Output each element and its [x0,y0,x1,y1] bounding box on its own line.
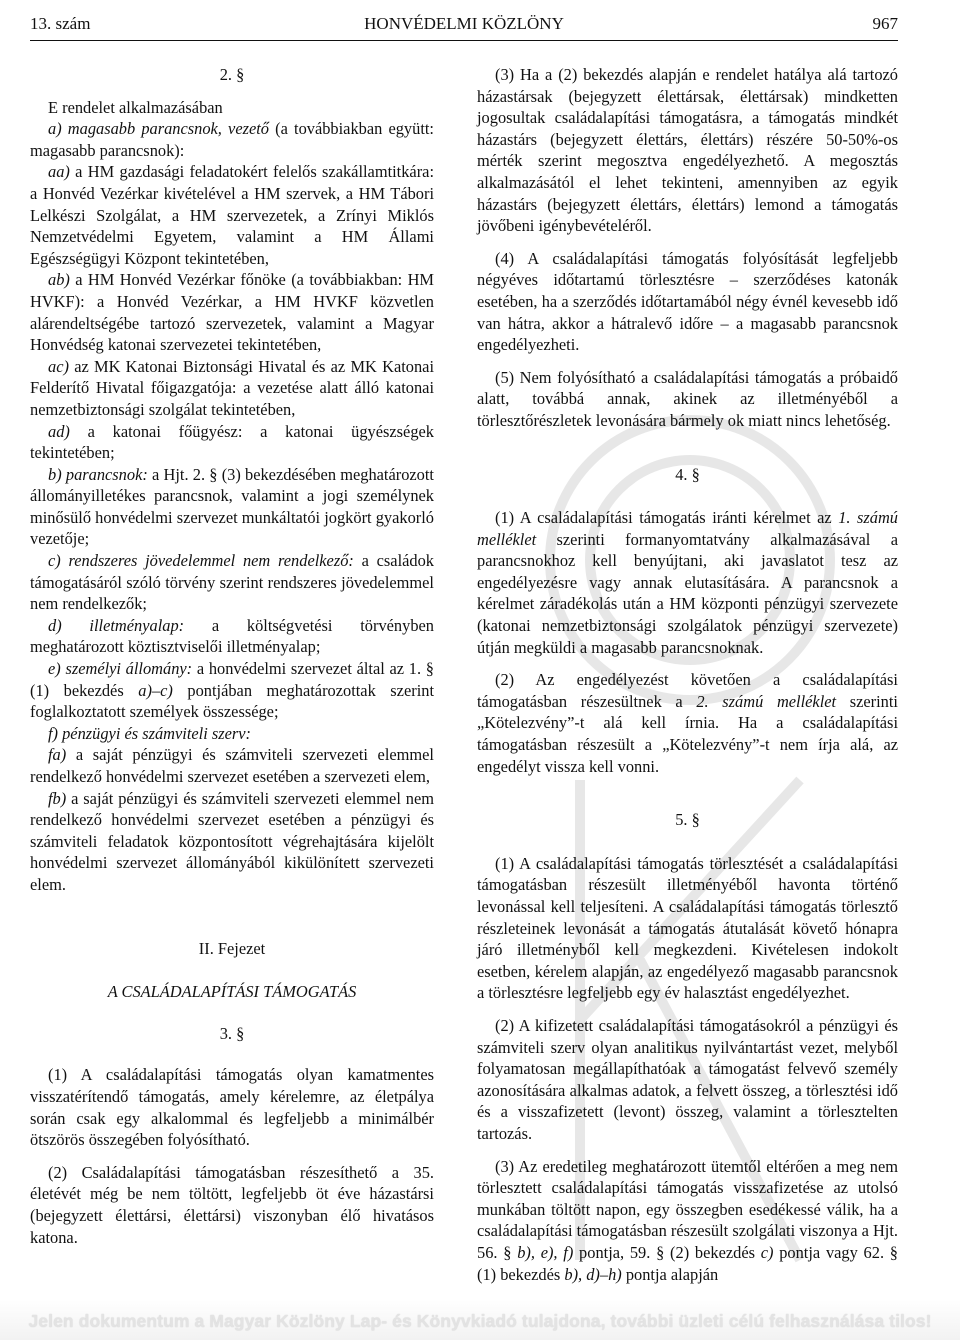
annex-reference: 2. számú melléklet [696,691,837,711]
definition-f [30,723,434,745]
section-5-heading: 5. § [675,810,700,830]
definition-text: a honvédelmi szervezet által az 1. § (1) bekezdés [30,659,434,700]
journal-title: HONVÉDELMI KÖZLÖNY [364,14,564,33]
annex-reference: 1. számú melléklet [477,508,898,549]
paragraph: (2) Családalapítási támogatásban részesíthető a 35. életévét még be nem töltött, legfeljebb öt éve házastársi (bejegyzett élettársi, élettársi) viszonyban élő hivatásos katona. [30,1162,434,1247]
paragraph [477,669,898,777]
paragraph: (3) Ha a (2) bekezdés alapján e rendelet hatálya alá tartozó házastársak (bejegyzett élettársak, élettársak) mindketten jogosultak családalapítási támogatásra, a támogatás mindkét házastárs (bejegyzett élettárs, élettárs) részére 50-50%-os mérték szerint megosztva engedélyezhető. A megosztás alkalmazásától el lehet tekinteni, amennyiben az egyik házastárs (bejegyzett élettárs, élettárs) lemond a támogatás jövőbeni igénybevételéről. [477,65,898,236]
paragraph-text: pontja, 59. § (2) bekezdés [573,1242,761,1262]
term: ac) [48,356,69,376]
term: f) pénzügyi és számviteli szerv: [48,723,252,743]
term: fb) [48,788,67,808]
paragraph-text: szerinti formanyomtatvány alkalmazásával a parancsnokhoz kell benyújtani, aki javaslatot tesz az engedélyezésre vagy annak elutasítására. A parancsnok a kérelmet záradékolás után a HM központi pénzügyi szervezete (katonai nemzetbiztonsági szolgálatok pénzügyi szervezete) útján megküldi a magasabb parancsnoknak. [477,529,898,657]
paragraph: E rendelet alkalmazásában [48,97,223,117]
reference: b), d)–h) [564,1264,622,1284]
page-header [30,14,898,40]
reference: c) [760,1242,774,1262]
paragraph: (4) A családalapítási támogatás folyósítását legfeljebb négyéves időtartamú törlesztésre – szerződéses katonák esetében, ha a szerződés időtartamából négy évnél kevesebb idő van hátra, akkor a hátralevő időre – a magasabb parancsnok engedélyezheti. [477,248,898,355]
term: ab) [48,270,70,290]
chapter-heading: II. Fejezet [198,938,266,958]
section-3-heading: 3. § [219,1023,245,1043]
copyright-notice: Jelen dokumentum a Magyar Közlöny Lap- és Könyvkiadó tulajdona, további üzleti célú felhasználása tilos! [28,1311,932,1331]
definition-text: a saját pénzügyi és számviteli szervezeti elemmel nem rendelkező honvédelmi szervezet esetében a pénzügyi és számviteli feladatok központosított végrehajtására kijelölt honvédelmi szervezet állományából kikülönített szervezeti elem. [30,788,434,894]
page-number: 967 [872,14,898,33]
definition-e [30,658,434,723]
chapter-title: A CSALÁDALAPÍTÁSI TÁMOGATÁS [107,982,357,1002]
definition-text: pontjában meghatározottak szerint foglalkoztatott személyek összessége; [30,680,434,722]
section-2-heading: 2. § [219,65,245,84]
definition-text: (a továbbiakban együtt: magasabb parancsnok): [30,119,434,160]
paragraph-text: pontja vagy 62. § (1) bekezdés [477,1242,898,1284]
definition-d [30,615,434,658]
reference: a)–c) [138,680,173,700]
paragraph: (1) A családalapítási támogatás törlesztését a családalapítási támogatásban részesült illetményéből havonta történő levonással kell teljesíteni. A családalapítási támogatás törlesztő részleteinek levonását a támogatás átutalását követő hónapra járó illetményből kell megkezdeni. Kivételesen indokolt esetben, kérelem alapján, az engedélyező magasabb parancsnok a törlesztésre legfeljebb egy év halasztást engedélyezhet. [477,853,898,1003]
paragraph-text: (1) A családalapítási támogatás iránti kérelmet az [495,508,839,528]
definition-a [30,118,434,161]
paragraph [477,507,898,658]
definition-text: a költségvetési törvényben meghatározott köztisztviselői illetményalap; [30,615,434,657]
term: d) illetményalap: [48,615,185,635]
definition-text: a családok támogatásáról szóló törvény szerint rendszeres jövedelemmel nem rendelkezők; [30,551,434,614]
term: fa) [48,745,67,765]
definition-c [30,550,434,615]
definition-fa [30,744,434,787]
definition-b [30,464,434,550]
paragraph-text: (2) Az engedélyezést követően a családalapítási támogatásban részesültnek a [477,670,898,711]
term: a) magasabb parancsnok, vezető [48,119,269,139]
issue-number: 13. szám [30,14,91,33]
paragraph: (1) A családalapítási támogatás olyan kamatmentes visszatérítendő támogatás, amely kérelemre, az életpálya során csak egy alkalommal és legfeljebb a minimálbér ötszörös összegében folyósítható. [30,1065,434,1150]
definition-text: a Hjt. 2. § (3) bekezdésében meghatározott állományilletékes parancsnok, valamint a jogi személynek minősülő honvédelmi szervezet munkáltatói jogkört gyakorló vezetője; [30,464,434,549]
paragraph-text: pontja alapján [621,1264,719,1284]
definition-text: a katonai főügyész: a katonai ügyészségek tekintetében; [30,421,434,463]
definition-text: az MK Katonai Biztonsági Hivatal és az MK Katonai Felderítő Hivatal főigazgatója: a vezetése alatt álló katonai nemzetbiztonsági szolgálat tekintetében, [30,356,434,419]
definition-ad [30,421,434,464]
definition-text: a HM gazdasági feladatokért felelős szakállamtitkára: a Honvéd Vezérkar kivételével a HM szervek, a HM Tábori Lelkészi Szolgálat, a HM szervezetek, a Zrínyi Miklós Nemzetvédelmi Egyetem, valamint a HM Állami Egészségügyi Központ tekintetében, [30,162,434,268]
paragraph [477,1156,898,1286]
definition-fb [30,788,434,896]
term: b) parancsnok: [48,464,148,484]
paragraph-text: szerinti „Kötelezvény”-t alá kell írnia. Ha a családalapítási támogatásban részesült a „Kötelezvény”-t nem írja alá, az engedélyt vissza kell vonni. [477,691,898,776]
definition-ab [30,269,434,355]
paragraph-text: (3) Az eredetileg meghatározott ütemtől eltérően a meg nem törlesztett családalapítási támogatás visszafizetése az utolsó munkában töltött napon, egy összegben esedékessé válik, ha a családalapítási támogatásban részesült szolgálati viszonya a Hjt. 56. § [477,1156,899,1262]
reference: b), e), f) [517,1242,574,1262]
term: aa) [48,162,70,182]
term: c) rendszeres jövedelemmel nem rendelkező: [48,551,354,571]
definition-aa [30,161,434,269]
paragraph: (2) A kifizetett családalapítási támogatásokról a pénzügyi és számviteli szerv olyan analitikus nyilvántartást vezet, melyből folyamatosan megállapíthatóak a támogatást felvevő személy azonosítására alkalmas adatok, a felvett összeg, a törlesztési idő és a visszafizetett (levont) összeg, valamint a törlesztelten tartozás. [477,1015,898,1143]
right-column [477,64,898,1285]
section-4-heading: 4. § [675,464,700,484]
term: ad) [48,421,70,441]
definition-text: a HM Honvéd Vezérkar főnöke (a továbbiakban: HM HVKF): a Honvéd Vezérkar, a HM HVKF közvetlen alárendeltségébe tartozó szervezetek, valamint a Magyar Honvédség katonai szervezetei tekintetében, [30,270,434,355]
header-rule [30,40,898,41]
definition-text: a saját pénzügyi és számviteli szervezeti elemmel rendelkező honvédelmi szervezet esetében a szervezeti elem, [30,745,434,786]
term: e) személyi állomány: [48,659,193,679]
footer-banner [0,1300,960,1340]
paragraph: (5) Nem folyósítható a családalapítási támogatás a próbaidő alatt, továbbá annak, akinek az illetményéből a törlesztőrészletek levonására bármely ok miatt nincs lehetőség. [477,367,898,430]
definition-ac [30,356,434,421]
left-column [30,64,434,1248]
